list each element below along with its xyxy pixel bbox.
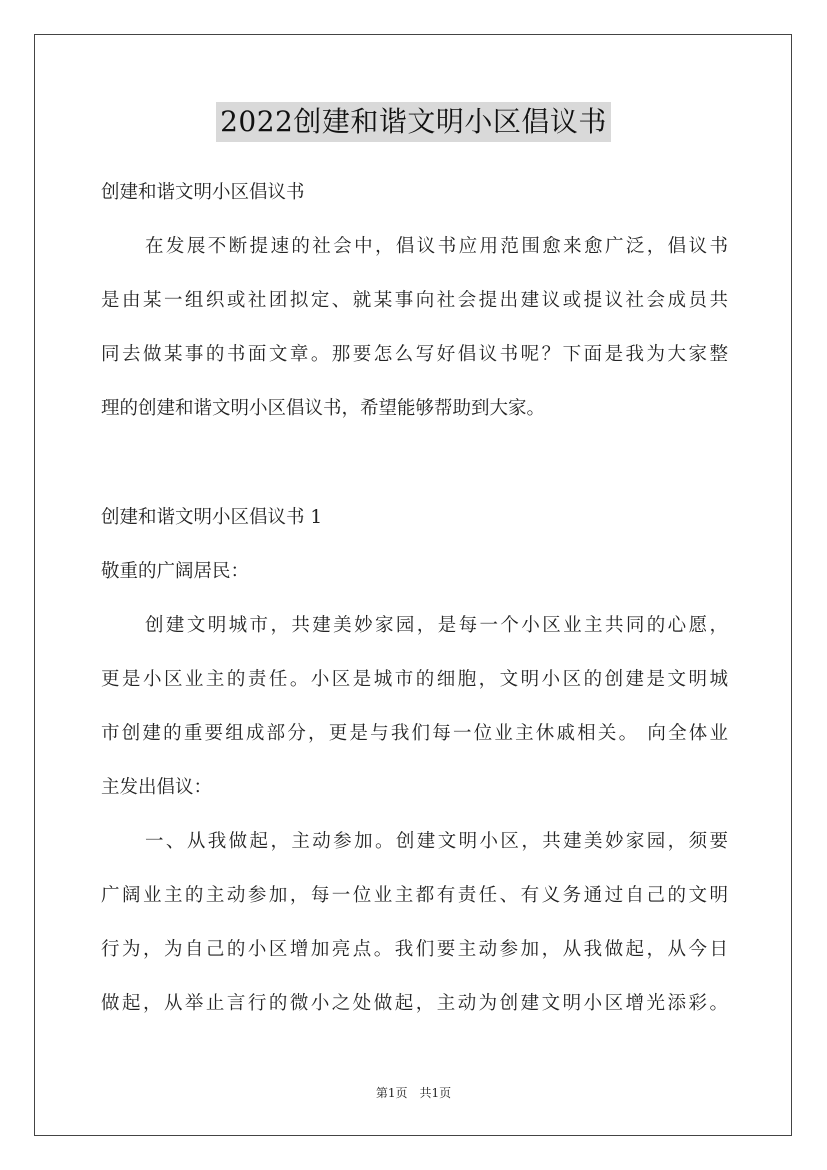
page-footer: 第1页 共1页: [375, 1086, 452, 1100]
paragraph-line: 行为，为自己的小区增加亮点。我们要主动参加，从我做起，从今日: [101, 939, 728, 960]
subtitle: 创建和谐文明小区倡议书: [101, 182, 305, 203]
paragraph-line: 做起，从举止言行的微小之处做起，主动为创建文明小区增光添彩。: [101, 993, 728, 1014]
paragraph-line: 更是小区业主的责任。小区是城市的细胞，文明小区的创建是文明城: [101, 669, 728, 690]
intro-line: 是由某一组织或社团拟定、就某事向社会提出建议或提议社会成员共: [101, 290, 728, 311]
paragraph-line: 一、从我做起，主动参加。创建文明小区，共建美妙家园，须要: [145, 831, 728, 852]
paragraph-line: 市创建的重要组成部分，更是与我们每一位业主休戚相关。 向全体业: [101, 723, 728, 744]
intro-line: 同去做某事的书面文章。那要怎么写好倡议书呢？下面是我为大家整: [101, 344, 728, 365]
paragraph-line: 广阔业主的主动参加，每一位业主都有责任、有义务通过自己的文明: [101, 885, 728, 906]
title-container: [0, 102, 827, 142]
document-title: 2022创建和谐文明小区倡议书: [216, 102, 611, 142]
intro-line: 理的创建和谐文明小区倡议书，希望能够帮助到大家。: [101, 398, 546, 419]
section-heading: 创建和谐文明小区倡议书 1: [101, 507, 323, 528]
salutation: 敬重的广阔居民：: [101, 561, 250, 582]
paragraph-line: 创建文明城市，共建美妙家园，是每一个小区业主共同的心愿，: [145, 615, 728, 636]
intro-line: 在发展不断提速的社会中，倡议书应用范围愈来愈广泛，倡议书: [145, 236, 728, 257]
paragraph-line: 主发出倡议：: [101, 777, 213, 798]
